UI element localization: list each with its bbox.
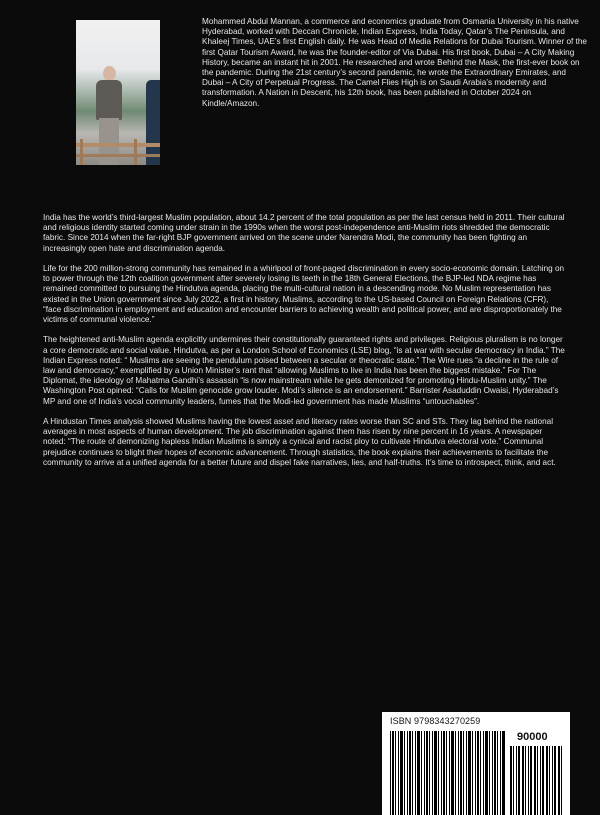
description-paragraph: The heightened anti-Muslim agenda explicitly undermines their constitutionally guaranteed rights and privileges. Religious pluralism is no longer a core democratic and social value. Hindutva, as per a London School of Economics (LSE) blog, “is at war with secular democracy in India.” The Indian Express noted: “ Muslims are seeing the pendulum poised between a secular or theocratic state.” The Wire rues “a decline in the rule of law and democracy,” exemplified by a Union Minister’s rant that “allowing Muslims to live in India has been the biggest mistake.” For The Diplomat, the ideology of Mahatma Gandhi’s assassin “is now mainstream while he gets demonized for promoting Hindu-Muslim unity.” The Washington Post opined: “Calls for Muslim genocide grow louder. Modi’s silence is an endorsement.” Barrister Asaduddin Owaisi, Hyderabad’s MP and one of India’s vocal community leaders, fumes that the Modi-led government has made Muslims “untouchables”. (43, 335, 565, 406)
description-paragraph: India has the world’s third-largest Muslim population, about 14.2 percent of the total population as per the last census held in 2011. Their cultural and religious identity started coming under strain in the 1990s when the worst post-independence anti-Muslim riots shredded the democratic fabric. Since 2014 when the far-right BJP government arrived on the scene under Narendra Modi, the community has been fighting an increasingly open hate and discrimination agenda. (43, 213, 565, 253)
author-bio: Mohammed Abdul Mannan, a commerce and economics graduate from Osmania University in his native Hyderabad, worked with Deccan Chronicle, Indian Express, India Today, Qatar’s The Peninsula, and Khaleej Times, UAE’s first English daily. He was Head of Media Relations for Dubai Tourism. Winner of the first Qatar Tourism Award, he was the founder-editor of Via Dubai. His first book, Dubai – A City Making History, became an instant hit in 2001. He researched and wrote Behind the Mask, the first-ever book on the pandemic. During the 21st century’s second pandemic, he wrote the Extraordinary Emirates, and Dubai – A City of Perpetual Progress. The Camel Flies High is on Saudi Arabia’s modernity and transformation. A Nation in Descent, his 12th book, has been published in October 2024 on Kindle/Amazon. (202, 17, 587, 108)
addon-barcode (510, 746, 562, 815)
isbn-label: ISBN 9798343270259 (390, 716, 481, 726)
isbn-barcode (390, 731, 505, 815)
author-photo (76, 20, 160, 165)
description-paragraph: Life for the 200 million-strong community has remained in a whirlpool of front-paged discrimination in every socio-economic domain. Latching on to power through the 12th coalition government after severely losing its teeth in the 18th General Elections, the BJP-led NDA regime has remained committed to pursuing the Hindutva agenda, placing the multi-cultural nation in a descending mode. No Muslim representation has existed in the Union government since July 2022, a first in history. Muslims, according to the US-based Council on Foreign Relations (CFR), “face discrimination in employment and education and encounter barriers to achieving wealth and political power, and are disproportionately the victims of communal violence.” (43, 264, 565, 325)
price-addon-number: 90000 (517, 731, 548, 743)
description-paragraph: A Hindustan Times analysis showed Muslims having the lowest asset and literacy rates worse than SC and STs. They lag behind the national averages in most aspects of human development. The job discrimination against them has risen by nine percent in 16 years. A newspaper noted: “The route of demonizing hapless Indian Muslims is simply a cynical and racist ploy to cultivate Hindutva electoral vote.” Communal prejudice continues to blight their hopes of economic advancement. Through statistics, the book explains their achievements to facilitate the community to arrive at a unified agenda for a better future and dispel fake narratives, lies, and half-truths. It’s time to introspect, think, and act. (43, 417, 556, 467)
book-description (43, 213, 566, 478)
isbn-barcode-box (382, 712, 570, 815)
